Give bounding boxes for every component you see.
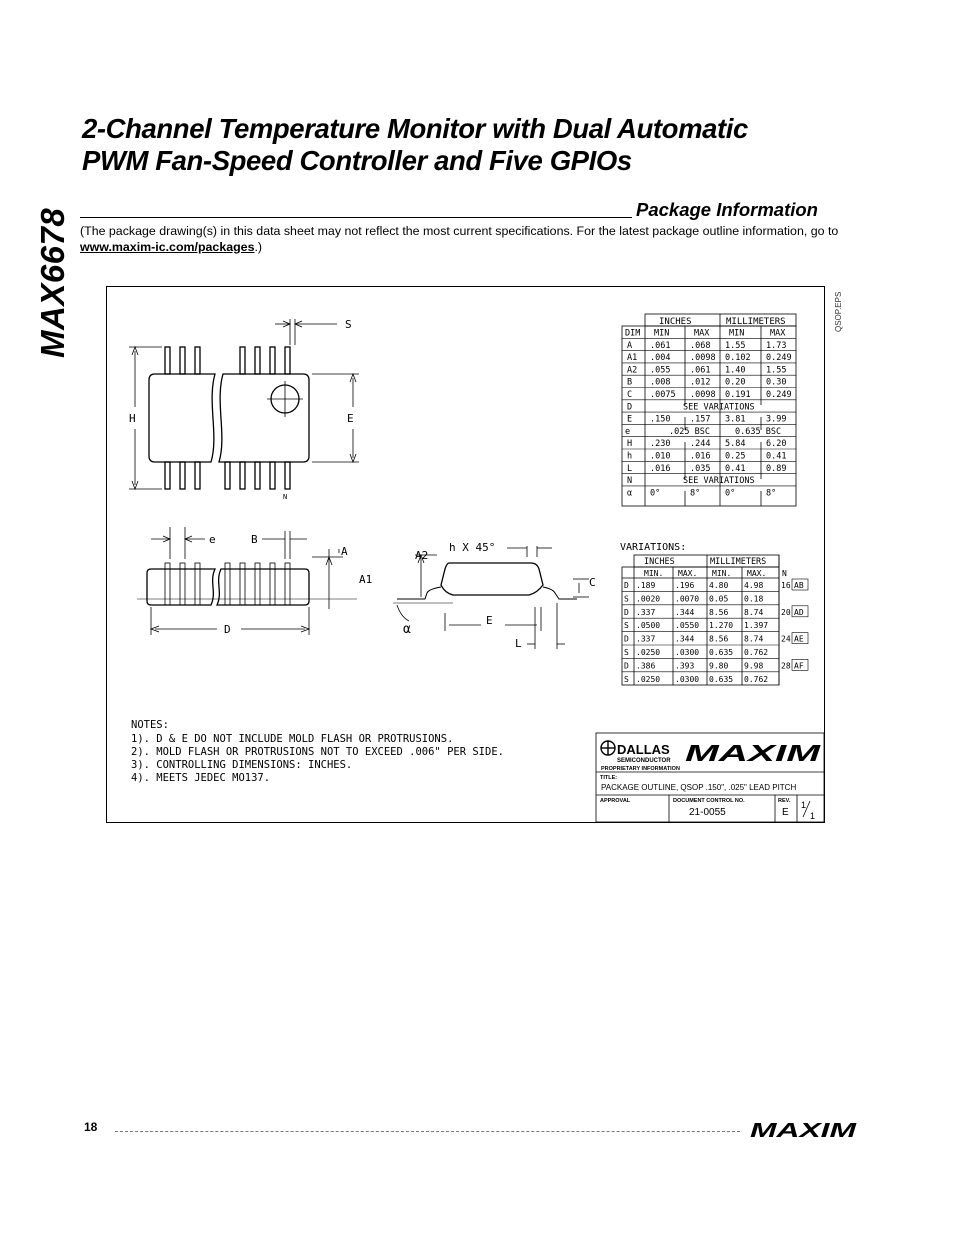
- var-table-cell: .0500: [636, 621, 661, 631]
- dim-table-cell: A1: [627, 353, 638, 364]
- dim-table-cell: 0.249: [766, 353, 792, 364]
- var-table-cell: .0300: [675, 648, 700, 657]
- dim-table-cell: A2: [627, 365, 638, 376]
- label-e: e: [209, 533, 216, 546]
- doc-control-value: 21-0055: [689, 807, 726, 818]
- var-table-cell: AE: [794, 634, 804, 644]
- var-table-cell: .0250: [636, 648, 661, 657]
- dim-col-header: DIM: [625, 328, 641, 339]
- eps-label-text: QSOP.EPS: [834, 291, 843, 332]
- var-table-cell: .0070: [675, 594, 700, 604]
- dim-table-cell: .244: [690, 439, 711, 450]
- label-C: C: [589, 576, 596, 589]
- dim-table-cell: .068: [690, 340, 711, 351]
- dim-table-cell: 0.191: [725, 390, 751, 400]
- end-view-body: [441, 563, 543, 595]
- label-L: L: [515, 637, 522, 650]
- dim-table-cell: 1.40: [725, 365, 746, 376]
- var-table-cell: 9.98: [744, 661, 764, 671]
- var-table-cell: 1.270: [709, 621, 734, 631]
- dim-table-cell: 0.249: [766, 390, 792, 400]
- sheet-denominator: 1: [810, 811, 816, 821]
- dim-table-cell: SEE VARIATIONS: [683, 476, 755, 487]
- var-col-header: MAX.: [747, 569, 767, 578]
- label-h-x-45: h X 45°: [449, 541, 496, 554]
- dim-table-cell: .0098: [690, 353, 716, 364]
- title-block: [596, 733, 824, 822]
- dim-table-cell: .055: [650, 365, 671, 376]
- var-table-cell: .386: [636, 661, 656, 671]
- dim-table-cell: H: [627, 439, 633, 450]
- top-leads: [165, 347, 290, 374]
- title-label: TITLE:: [600, 775, 618, 781]
- var-table-cell: 0.05: [709, 594, 729, 604]
- var-header-inches: INCHES: [644, 557, 675, 567]
- label-A1: A1: [359, 573, 373, 586]
- dim-table-cell: .016: [650, 463, 671, 474]
- sheet-numerator: 1: [801, 800, 807, 810]
- dim-table-cell: .035: [690, 463, 711, 474]
- var-table-cell: D: [624, 634, 629, 644]
- title-value: PACKAGE OUTLINE, QSOP .150", .025" LEAD PITCH: [601, 783, 797, 792]
- var-col-header: N: [782, 569, 787, 578]
- label-A2: A2: [415, 549, 429, 562]
- var-table-cell: 28: [781, 661, 791, 671]
- intro-paragraph: [80, 224, 870, 255]
- dim-table-cell: .016: [690, 451, 711, 462]
- dim-table-cell: 8°: [766, 488, 777, 499]
- var-table-cell: .0020: [636, 594, 661, 604]
- doc-control-label: DOCUMENT CONTROL NO.: [673, 798, 745, 804]
- dim-table-cell: L: [627, 463, 633, 474]
- dim-table-cell: 0.30: [766, 377, 787, 388]
- side-view-body-right: [217, 569, 309, 605]
- footer-maxim-logo: [748, 1118, 860, 1147]
- dim-table-cell: .157: [690, 414, 711, 425]
- var-col-header: MIN.: [712, 569, 732, 578]
- eps-label: [826, 288, 843, 348]
- dim-col-header: MIN: [729, 328, 745, 339]
- var-table-cell: .344: [675, 634, 695, 644]
- dim-table-cell: 0.102: [725, 353, 751, 364]
- var-table-cell: .344: [675, 607, 695, 617]
- var-table-cell: D: [624, 661, 629, 671]
- var-table-cell: .0550: [675, 621, 700, 631]
- dim-table-cell: .004: [650, 353, 671, 364]
- var-table-cell: 0.635: [709, 648, 734, 657]
- side-view-body-left: [147, 569, 215, 605]
- dim-table-cell: 3.81: [725, 414, 746, 425]
- dim-table-cell: α: [627, 488, 633, 499]
- var-table-cell: D: [624, 581, 629, 590]
- dim-table-cell: N: [627, 476, 633, 487]
- var-table-cell: 0.18: [744, 594, 764, 604]
- var-table-cell: 9.80: [709, 661, 729, 671]
- page-title-line2: PWM Fan-Speed Controller and Five GPIOs: [82, 145, 632, 176]
- dim-table-cell: .010: [650, 451, 671, 462]
- note-1: 1). D & E DO NOT INCLUDE MOLD FLASH OR PROTRUSIONS.: [131, 733, 454, 745]
- dim-col-header: MAX: [770, 328, 786, 339]
- dim-table-cell: E: [627, 414, 633, 425]
- footer-rule: [115, 1131, 740, 1132]
- dim-col-header: MIN: [654, 328, 670, 339]
- dim-table-cell: 0°: [725, 488, 736, 499]
- var-col-header: MAX.: [678, 569, 698, 578]
- label-S: S: [345, 318, 352, 331]
- dim-table-cell: 0.25: [725, 451, 746, 462]
- var-table-cell: .189: [636, 581, 656, 590]
- intro-end: .): [254, 239, 263, 254]
- variations-title: VARIATIONS:: [620, 542, 687, 553]
- dim-table-cell: .061: [690, 365, 711, 376]
- var-table-cell: 16: [781, 581, 791, 590]
- var-table-cell: AF: [794, 661, 804, 671]
- var-table-cell: 0.762: [744, 648, 769, 657]
- var-table-cell: 8.74: [744, 607, 764, 617]
- dim-table-cell: C: [627, 390, 633, 400]
- dim-col-header: MAX: [694, 328, 710, 339]
- var-table-cell: 8.74: [744, 634, 764, 644]
- dim-table-cell: SEE VARIATIONS: [683, 402, 755, 413]
- var-table-cell: 4.80: [709, 581, 729, 590]
- rev-value: E: [782, 807, 789, 818]
- var-table-cell: .196: [675, 581, 695, 590]
- dim-table-cell: 0.635 BSC: [735, 426, 782, 437]
- var-table-cell: .337: [636, 607, 656, 617]
- notes: [131, 719, 504, 784]
- dim-table-cell: B: [627, 377, 633, 388]
- dallas-logo-icon: [601, 741, 615, 755]
- dim-table-cell: 0.41: [766, 451, 787, 462]
- dim-table-cell: h: [627, 451, 633, 462]
- section-rule: [80, 217, 632, 218]
- title-block-maxim-logo: MAXIM: [685, 740, 822, 766]
- var-table-cell: .0250: [636, 674, 661, 684]
- var-table-cell: AB: [794, 581, 804, 590]
- dim-table-cell: 0.89: [766, 463, 787, 474]
- dim-table-cell: .150: [650, 414, 671, 425]
- label-D: D: [224, 623, 231, 636]
- page-title-line1: 2-Channel Temperature Monitor with Dual Automatic: [82, 113, 748, 144]
- var-table-cell: .337: [636, 634, 656, 644]
- top-view-body-right: [219, 374, 309, 462]
- variations-table: [620, 542, 808, 685]
- var-table-cell: 8.56: [709, 607, 729, 617]
- footer-maxim-logo-text: MAXIM: [750, 1120, 859, 1142]
- packages-link[interactable]: www.maxim-ic.com/packages: [80, 239, 255, 254]
- dim-table-cell: 0.20: [725, 377, 746, 388]
- note-2: 2). MOLD FLASH OR PROTRUSIONS NOT TO EXCEED .006" PER SIDE.: [131, 746, 504, 758]
- side-part-number: [28, 200, 71, 360]
- var-table-cell: 0.762: [744, 674, 769, 684]
- var-table-cell: 0.635: [709, 674, 734, 684]
- dim-table-cell: 0.41: [725, 463, 746, 474]
- note-4: 4). MEETS JEDEC MO137.: [131, 772, 271, 784]
- dim-table-cell: 1.73: [766, 340, 787, 351]
- dim-table-cell: D: [627, 402, 633, 413]
- package-drawing: [106, 286, 825, 823]
- bottom-leads: [165, 462, 290, 489]
- section-title: Package Information: [636, 199, 818, 220]
- dim-table-cell: .012: [690, 377, 711, 388]
- top-view-body-left: [149, 374, 215, 462]
- approval-label: APPROVAL: [600, 798, 631, 804]
- rev-label: REV.: [778, 798, 791, 804]
- dimension-table: [622, 314, 796, 506]
- dim-header-inches: INCHES: [659, 317, 692, 327]
- var-table-cell: D: [624, 607, 629, 617]
- var-table-cell: 1.397: [744, 621, 769, 631]
- dim-table-cell: 5.84: [725, 439, 746, 450]
- var-table-cell: 8.56: [709, 634, 729, 644]
- dim-table-cell: 3.99: [766, 414, 787, 425]
- label-B: B: [251, 533, 258, 546]
- var-table-cell: .393: [675, 661, 695, 671]
- label-E: E: [347, 412, 354, 425]
- notes-heading: NOTES:: [131, 719, 169, 731]
- var-table-cell: S: [624, 594, 629, 604]
- dim-table-cell: .0075: [650, 390, 676, 400]
- dallas-text: DALLAS: [617, 742, 670, 757]
- dim-header-millimeters: MILLIMETERS: [726, 317, 786, 327]
- var-table-cell: 20: [781, 607, 791, 617]
- var-table-cell: 4.98: [744, 581, 764, 590]
- dim-table-cell: .008: [650, 377, 671, 388]
- label-alpha: α: [403, 622, 411, 637]
- dim-table-cell: .230: [650, 439, 671, 450]
- dim-table-cell: 0°: [650, 488, 661, 499]
- package-drawing-svg: [107, 287, 824, 822]
- var-table-cell: .0300: [675, 674, 700, 684]
- var-table-cell: 24: [781, 634, 791, 644]
- var-header-millimeters: MILLIMETERS: [710, 557, 767, 567]
- page-number: 18: [84, 1120, 98, 1134]
- dim-table-cell: .061: [650, 340, 671, 351]
- dim-table-cell: 1.55: [766, 365, 787, 376]
- label-E-end: E: [486, 614, 493, 627]
- var-table-cell: AD: [794, 607, 804, 617]
- dim-table-cell: .025 BSC: [669, 426, 710, 437]
- semiconductor-text: SEMICONDUCTOR: [617, 758, 671, 764]
- dim-table-cell: 6.20: [766, 439, 787, 450]
- var-table-cell: S: [624, 648, 629, 657]
- label-N: N: [283, 493, 288, 501]
- note-3: 3). CONTROLLING DIMENSIONS: INCHES.: [131, 759, 353, 771]
- dim-table-cell: e: [625, 426, 631, 437]
- var-col-header: MIN.: [644, 569, 664, 578]
- dim-table-cell: 8°: [690, 488, 701, 499]
- dim-table-cell: .0098: [690, 390, 716, 400]
- side-part-number-text: MAX6678: [34, 207, 71, 358]
- var-table-cell: S: [624, 674, 629, 684]
- label-A: A: [341, 545, 348, 558]
- var-table-cell: S: [624, 621, 629, 631]
- proprietary-text: PROPRIETARY INFORMATION: [601, 766, 680, 772]
- dim-table-cell: 1.55: [725, 340, 746, 351]
- intro-text: (The package drawing(s) in this data sheet may not reflect the most current specifications. For the latest package outline information, go to: [80, 224, 839, 238]
- label-H: H: [129, 412, 136, 425]
- page-title: [82, 113, 922, 177]
- dim-table-cell: A: [627, 340, 633, 351]
